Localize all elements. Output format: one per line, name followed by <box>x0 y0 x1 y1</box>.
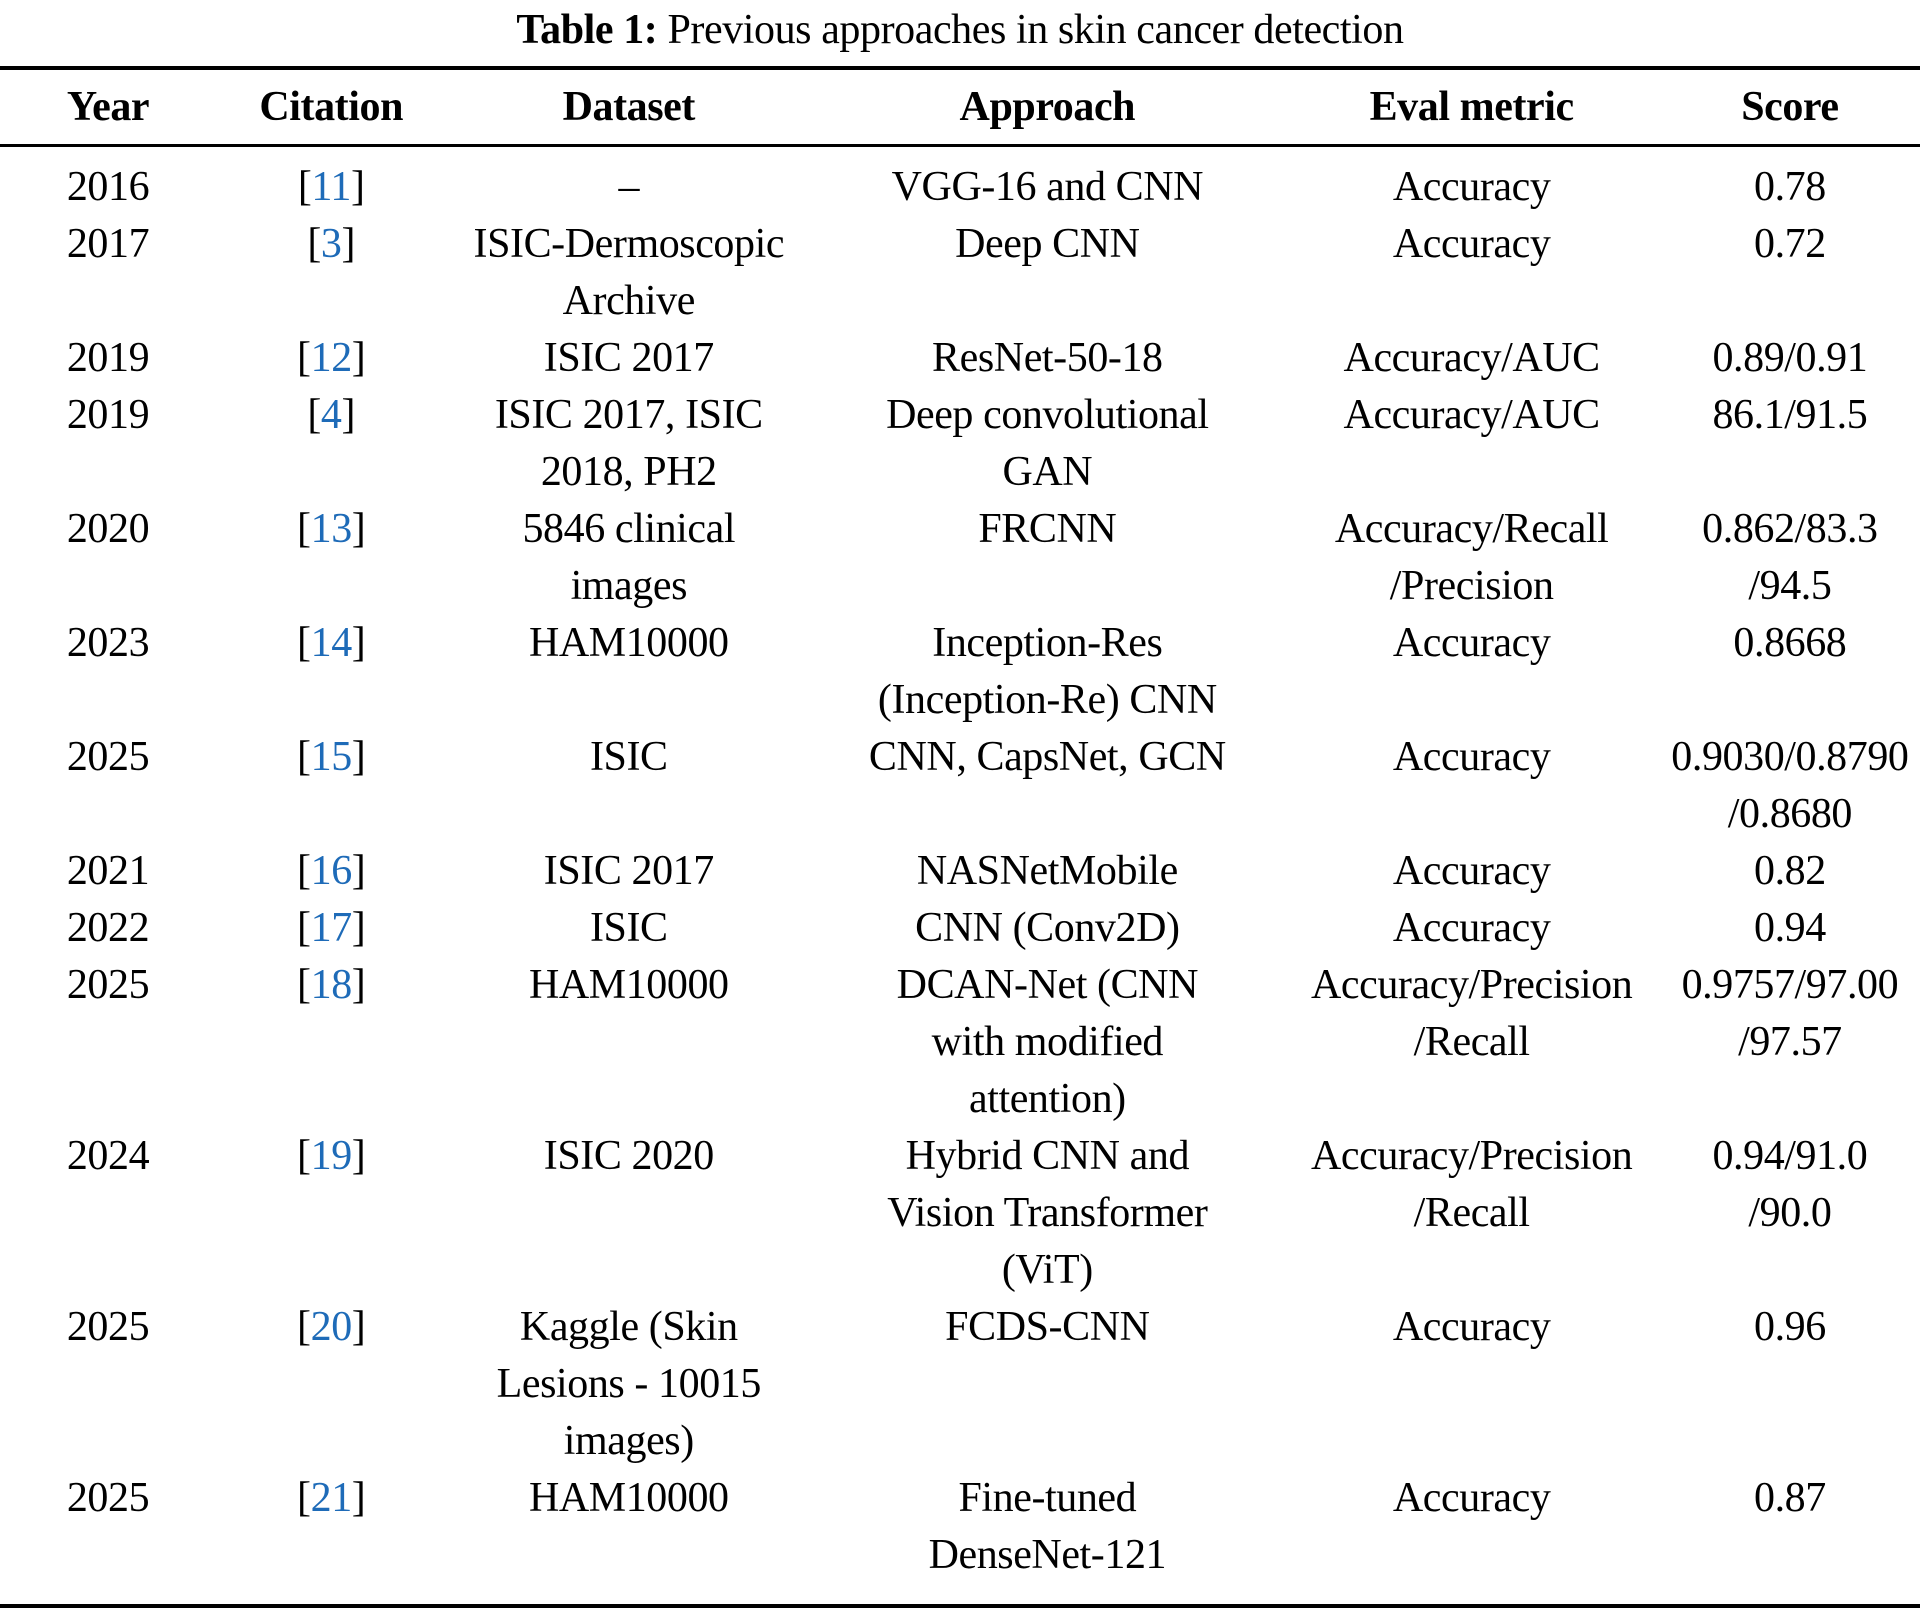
cell-approach <box>811 900 1283 957</box>
cell-line: 2019 <box>66 335 150 381</box>
cell-citation <box>216 501 446 615</box>
cell-citation <box>216 1470 446 1606</box>
cell-dataset <box>446 146 811 217</box>
table-row <box>0 216 1920 330</box>
cell-approach <box>811 146 1283 217</box>
cell-line: Accuracy/AUC <box>1343 392 1600 438</box>
cell-dataset <box>446 615 811 729</box>
cell-line: 0.94 <box>1753 905 1826 951</box>
cell-year <box>0 1299 216 1470</box>
table-row <box>0 729 1920 843</box>
citation-ref <box>216 900 446 957</box>
cell-line: (Inception-Re) CNN <box>877 677 1217 723</box>
cell-line: Inception-Res <box>932 620 1163 666</box>
cell-year <box>0 387 216 501</box>
cell-eval-metric <box>1284 615 1660 729</box>
cell-dataset <box>446 330 811 387</box>
cell-line: 0.87 <box>1753 1475 1826 1521</box>
table-row <box>0 1299 1920 1470</box>
cell-year <box>0 146 216 217</box>
cell-line: Accuracy <box>1392 905 1551 951</box>
citation-bracket-open: [ <box>297 164 312 210</box>
citation-ref <box>216 957 446 1014</box>
cell-dataset <box>446 729 811 843</box>
table-row <box>0 615 1920 729</box>
column-header-approach: Approach <box>811 68 1283 146</box>
cell-line: ISIC 2017 <box>543 335 714 381</box>
cell-line: ISIC 2017 <box>543 848 714 894</box>
table-header-row <box>0 68 1920 146</box>
cell-score <box>1660 957 1920 1128</box>
table-row <box>0 900 1920 957</box>
cell-line: 0.8668 <box>1733 620 1847 666</box>
cell-line: Lesions - 10015 <box>496 1361 761 1407</box>
citation-bracket-open: [ <box>297 506 311 552</box>
table-row <box>0 1128 1920 1299</box>
cell-line: 0.96 <box>1753 1304 1826 1350</box>
cell-approach <box>811 1128 1283 1299</box>
cell-score <box>1660 900 1920 957</box>
cell-line: FRCNN <box>978 506 1117 552</box>
cell-approach <box>811 501 1283 615</box>
cell-line: 0.89/0.91 <box>1712 335 1868 381</box>
cell-score <box>1660 501 1920 615</box>
cell-score <box>1660 330 1920 387</box>
citation-ref <box>216 216 446 273</box>
citation-link[interactable]: 15 <box>310 734 352 780</box>
citation-ref <box>216 729 446 786</box>
citation-link[interactable]: 19 <box>310 1133 352 1179</box>
cell-line: Fine-tuned <box>958 1475 1137 1521</box>
citation-bracket-close: ] <box>351 1475 366 1521</box>
cell-approach <box>811 1299 1283 1470</box>
cell-dataset <box>446 387 811 501</box>
cell-line: Deep CNN <box>955 221 1140 267</box>
citation-ref <box>216 1470 446 1527</box>
cell-line: images) <box>563 1418 694 1464</box>
cell-score <box>1660 729 1920 843</box>
cell-line: VGG-16 and CNN <box>891 164 1204 210</box>
cell-score <box>1660 1470 1920 1606</box>
column-header-year: Year <box>0 68 216 146</box>
cell-line: Accuracy <box>1392 620 1551 666</box>
citation-bracket-open: [ <box>297 848 311 894</box>
table-caption-text: Previous approaches in skin cancer detection <box>657 7 1404 53</box>
cell-line: 2018, PH2 <box>540 449 717 495</box>
cell-line: CNN, CapsNet, GCN <box>868 734 1226 780</box>
citation-link[interactable]: 18 <box>310 962 352 1008</box>
citation-bracket-open: [ <box>297 620 311 666</box>
cell-approach <box>811 957 1283 1128</box>
cell-eval-metric <box>1284 501 1660 615</box>
cell-line: ISIC 2017, ISIC <box>494 392 763 438</box>
cell-dataset <box>446 900 811 957</box>
cell-line: 2020 <box>66 506 150 552</box>
table-caption <box>0 0 1920 66</box>
cell-eval-metric <box>1284 146 1660 217</box>
table-row <box>0 330 1920 387</box>
cell-line: DCAN-Net (CNN <box>896 962 1199 1008</box>
citation-bracket-open: [ <box>297 1133 311 1179</box>
citation-bracket-open: [ <box>297 1304 311 1350</box>
cell-line: 2023 <box>66 620 150 666</box>
citation-link[interactable]: 14 <box>310 620 352 666</box>
citation-bracket-close: ] <box>341 392 356 438</box>
cell-year <box>0 615 216 729</box>
cell-line: with modified <box>931 1019 1164 1065</box>
cell-line: 0.9030/0.8790 <box>1671 734 1909 780</box>
cell-score <box>1660 387 1920 501</box>
cell-eval-metric <box>1284 330 1660 387</box>
citation-bracket-open: [ <box>297 962 311 1008</box>
citation-bracket-open: [ <box>297 734 311 780</box>
cell-citation <box>216 1299 446 1470</box>
cell-line: Accuracy/Recall <box>1334 506 1609 552</box>
cell-approach <box>811 330 1283 387</box>
cell-citation <box>216 957 446 1128</box>
citation-bracket-close: ] <box>351 620 366 666</box>
cell-dataset <box>446 1470 811 1606</box>
cell-year <box>0 1128 216 1299</box>
citation-ref <box>216 159 446 216</box>
citation-bracket-open: [ <box>307 221 321 267</box>
cell-line: 2025 <box>66 1304 150 1350</box>
cell-dataset <box>446 1299 811 1470</box>
citation-bracket-close: ] <box>351 1133 366 1179</box>
citation-ref <box>216 615 446 672</box>
cell-citation <box>216 146 446 217</box>
citation-bracket-close: ] <box>351 1304 366 1350</box>
cell-approach <box>811 216 1283 330</box>
cell-line: HAM10000 <box>528 1475 729 1521</box>
cell-line: /0.8680 <box>1727 791 1853 837</box>
cell-approach <box>811 843 1283 900</box>
column-header-dataset: Dataset <box>446 68 811 146</box>
cell-eval-metric <box>1284 1128 1660 1299</box>
citation-link[interactable]: 20 <box>310 1304 352 1350</box>
cell-year <box>0 843 216 900</box>
cell-line: Accuracy <box>1392 1304 1551 1350</box>
cell-line: FCDS-CNN <box>945 1304 1150 1350</box>
cell-score <box>1660 146 1920 217</box>
table-row <box>0 957 1920 1128</box>
cell-eval-metric <box>1284 216 1660 330</box>
cell-score <box>1660 843 1920 900</box>
cell-line: HAM10000 <box>528 962 729 1008</box>
cell-eval-metric <box>1284 900 1660 957</box>
cell-line: 2025 <box>66 734 150 780</box>
table-body <box>0 146 1920 1607</box>
cell-citation <box>216 843 446 900</box>
citation-link[interactable]: 3 <box>320 221 342 267</box>
cell-line: Accuracy/AUC <box>1343 335 1600 381</box>
citation-bracket-close: ] <box>351 962 366 1008</box>
cell-line: 2016 <box>66 164 150 210</box>
cell-dataset <box>446 843 811 900</box>
cell-line: GAN <box>1002 449 1093 495</box>
cell-line: NASNetMobile <box>916 848 1178 894</box>
cell-citation <box>216 729 446 843</box>
cell-line: Accuracy/Precision <box>1311 962 1633 1008</box>
cell-line: 0.862/83.3 <box>1702 506 1878 552</box>
cell-citation <box>216 900 446 957</box>
cell-dataset <box>446 1128 811 1299</box>
cell-line: 2025 <box>66 962 150 1008</box>
cell-line: Accuracy <box>1392 848 1551 894</box>
cell-line: HAM10000 <box>528 620 729 666</box>
cell-line: 5846 clinical <box>522 506 736 552</box>
citation-bracket-close: ] <box>351 506 366 552</box>
citation-bracket-open: [ <box>297 1475 311 1521</box>
citation-ref <box>216 501 446 558</box>
citation-link[interactable]: 13 <box>310 506 352 552</box>
cell-line: – <box>618 164 640 210</box>
cell-line: 0.94/91.0 <box>1712 1133 1868 1179</box>
cell-year <box>0 900 216 957</box>
cell-year <box>0 330 216 387</box>
cell-line: /Precision <box>1389 563 1554 609</box>
citation-bracket-open: [ <box>307 392 321 438</box>
cell-eval-metric <box>1284 957 1660 1128</box>
cell-line: Accuracy <box>1392 221 1551 267</box>
citation-bracket-open: [ <box>297 905 311 951</box>
table-row <box>0 387 1920 501</box>
cell-line: Accuracy/Precision <box>1311 1133 1633 1179</box>
cell-score <box>1660 1128 1920 1299</box>
citation-bracket-close: ] <box>351 905 366 951</box>
cell-citation <box>216 615 446 729</box>
cell-citation <box>216 216 446 330</box>
cell-citation <box>216 387 446 501</box>
citation-bracket-close: ] <box>341 221 356 267</box>
cell-year <box>0 957 216 1128</box>
citation-bracket-close: ] <box>351 164 365 210</box>
cell-line: 2025 <box>66 1475 150 1521</box>
cell-eval-metric <box>1284 729 1660 843</box>
cell-score <box>1660 615 1920 729</box>
cell-approach <box>811 615 1283 729</box>
citation-link[interactable]: 12 <box>310 335 352 381</box>
citation-bracket-close: ] <box>351 335 366 381</box>
cell-line: ISIC 2020 <box>543 1133 714 1179</box>
cell-line: 0.9757/97.00 <box>1681 962 1899 1008</box>
cell-line: /94.5 <box>1748 563 1832 609</box>
cell-line: ISIC <box>589 905 668 951</box>
cell-eval-metric <box>1284 843 1660 900</box>
table-row <box>0 1470 1920 1606</box>
cell-line: 0.72 <box>1753 221 1826 267</box>
cell-eval-metric <box>1284 1470 1660 1606</box>
column-header-score: Score <box>1660 68 1920 146</box>
cell-line: (ViT) <box>1001 1247 1093 1293</box>
cell-line: ISIC-Dermoscopic <box>473 221 785 267</box>
citation-bracket-close: ] <box>351 734 366 780</box>
column-header-eval-metric: Eval metric <box>1284 68 1660 146</box>
cell-dataset <box>446 216 811 330</box>
citation-link[interactable]: 21 <box>310 1475 352 1521</box>
cell-eval-metric <box>1284 1299 1660 1470</box>
cell-line: 0.82 <box>1753 848 1826 894</box>
cell-line: 2024 <box>66 1133 150 1179</box>
table-row <box>0 146 1920 217</box>
cell-line: Hybrid CNN and <box>905 1133 1190 1179</box>
citation-link[interactable]: 4 <box>320 392 342 438</box>
table-row <box>0 843 1920 900</box>
cell-line: 86.1/91.5 <box>1712 392 1868 438</box>
cell-dataset <box>446 957 811 1128</box>
cell-dataset <box>446 501 811 615</box>
cell-score <box>1660 1299 1920 1470</box>
table-caption-label: Table 1: <box>516 7 658 53</box>
cell-line: DenseNet-121 <box>928 1532 1167 1578</box>
cell-line: Accuracy <box>1392 734 1551 780</box>
cell-approach <box>811 1470 1283 1606</box>
cell-line: 2021 <box>66 848 150 894</box>
cell-line: Kaggle (Skin <box>519 1304 738 1350</box>
cell-year <box>0 216 216 330</box>
cell-line: images <box>570 563 688 609</box>
previous-approaches-table <box>0 66 1920 1608</box>
cell-year <box>0 501 216 615</box>
cell-eval-metric <box>1284 387 1660 501</box>
citation-ref <box>216 1128 446 1185</box>
cell-citation <box>216 330 446 387</box>
cell-line: Vision Transformer <box>887 1190 1208 1236</box>
column-header-citation: Citation <box>216 68 446 146</box>
cell-year <box>0 1470 216 1606</box>
citation-link[interactable]: 17 <box>310 905 352 951</box>
cell-line: Archive <box>562 278 695 324</box>
cell-citation <box>216 1128 446 1299</box>
citation-ref <box>216 330 446 387</box>
cell-line: ISIC <box>589 734 668 780</box>
cell-line: /90.0 <box>1748 1190 1832 1236</box>
cell-line: Accuracy <box>1392 164 1551 210</box>
cell-line: CNN (Conv2D) <box>915 905 1180 951</box>
cell-line: attention) <box>968 1076 1126 1122</box>
cell-line: ResNet-50-18 <box>932 335 1163 381</box>
table-row <box>0 501 1920 615</box>
cell-year <box>0 729 216 843</box>
cell-line: Deep convolutional <box>886 392 1209 438</box>
cell-line: Accuracy <box>1392 1475 1551 1521</box>
cell-score <box>1660 216 1920 330</box>
citation-link[interactable]: 11 <box>311 164 351 210</box>
cell-line: 2017 <box>66 221 150 267</box>
cell-approach <box>811 387 1283 501</box>
citation-ref <box>216 1299 446 1356</box>
cell-line: /Recall <box>1413 1019 1530 1065</box>
cell-line: 2019 <box>66 392 150 438</box>
citation-link[interactable]: 16 <box>310 848 352 894</box>
citation-bracket-open: [ <box>297 335 311 381</box>
cell-line: 2022 <box>66 905 150 951</box>
cell-line: /Recall <box>1413 1190 1530 1236</box>
citation-ref <box>216 387 446 444</box>
cell-approach <box>811 729 1283 843</box>
citation-bracket-close: ] <box>351 848 366 894</box>
cell-line: /97.57 <box>1738 1019 1842 1065</box>
cell-line: 0.78 <box>1753 164 1826 210</box>
citation-ref <box>216 843 446 900</box>
